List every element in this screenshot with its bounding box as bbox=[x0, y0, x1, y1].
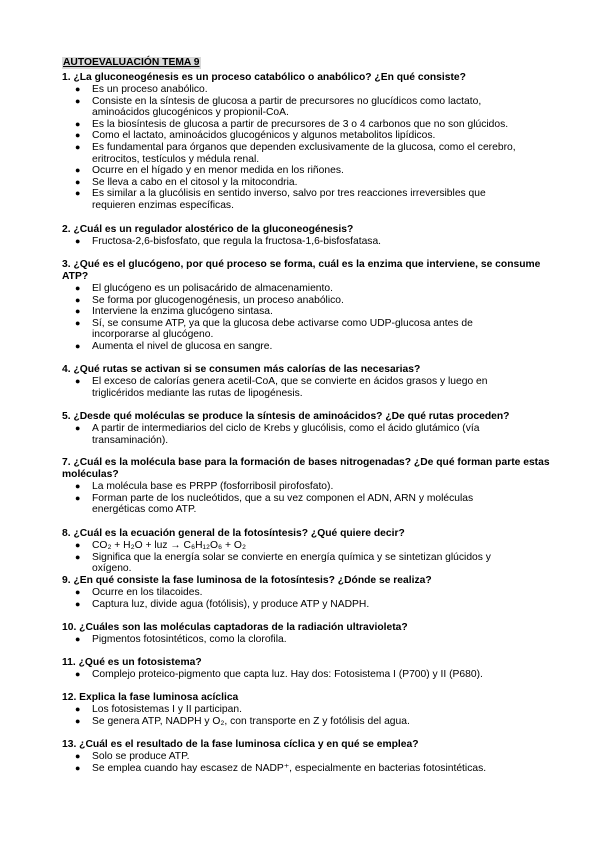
answer-item: ● Como el lactato, aminoácidos glucogénicos y algunos metabolitos lipídicos. bbox=[0, 130, 522, 142]
answer-item: ● El exceso de calorías genera acetil-CoA, que se convierte en ácidos grasos y luego en triglicéridos mediante las rutas de lipogénesis. bbox=[0, 376, 522, 399]
answer-list-10 bbox=[0, 634, 522, 646]
answer-item: ● Fructosa-2,6-bisfosfato, que regula la fructosa-1,6-bisfosfatasa. bbox=[0, 236, 522, 248]
document-title: AUTOEVALUACIÓN TEMA 9 bbox=[63, 57, 200, 68]
question-13: 13. ¿Cuál es el resultado de la fase luminosa cíclica y en qué se emplea? bbox=[62, 739, 419, 750]
answer-item: ● Complejo proteico-pigmento que capta luz. Hay dos: Fotosistema I (P700) y II (P680). bbox=[0, 669, 522, 681]
answer-item: ● Se lleva a cabo en el citosol y la mitocondria. bbox=[0, 177, 522, 189]
answer-item: ● Sí, se consume ATP, ya que la glucosa debe activarse como UDP-glucosa antes de incorporarse al glucógeno. bbox=[0, 318, 522, 341]
question-2: 2. ¿Cuál es un regulador alostérico de la gluconeogénesis? bbox=[62, 224, 354, 235]
answer-item: ● Captura luz, divide agua (fotólisis), y produce ATP y NADPH. bbox=[0, 599, 522, 611]
answer-list-12 bbox=[0, 704, 522, 727]
answer-list-1 bbox=[0, 84, 522, 212]
answer-item: ● Es fundamental para órganos que dependen exclusivamente de la glucosa, como el cerebro, eritrocitos, testículos y médula renal. bbox=[0, 142, 522, 165]
question-4: 4. ¿Qué rutas se activan si se consumen más calorías de las necesarias? bbox=[62, 364, 421, 375]
answer-item: ● Se forma por glucogenogénesis, un proceso anabólico. bbox=[0, 295, 522, 307]
answer-item: ● A partir de intermediarios del ciclo de Krebs y glucólisis, como el ácido glutámico (vía transaminación). bbox=[0, 423, 522, 446]
question-11: 11. ¿Qué es un fotosistema? bbox=[62, 657, 202, 668]
answer-item: ● La molécula base es PRPP (fosforribosil pirofosfato). bbox=[0, 481, 522, 493]
question-12: 12. Explica la fase luminosa acíclica bbox=[62, 692, 239, 703]
answer-item: ● Consiste en la síntesis de glucosa a partir de precursores no glucídicos como lactato, aminoácidos glucogénicos y propionil-CoA. bbox=[0, 96, 522, 119]
answer-list-13 bbox=[0, 751, 522, 774]
answer-item: ● Interviene la enzima glucógeno sintasa. bbox=[0, 306, 522, 318]
answer-list-11 bbox=[0, 669, 522, 681]
answer-item: ● Significa que la energía solar se convierte en energía química y se sintetizan glúcidos y oxígeno. bbox=[0, 552, 522, 575]
question-1: 1. ¿La gluconeogénesis es un proceso catabólico o anabólico? ¿En qué consiste? bbox=[62, 72, 466, 83]
question-3: 3. ¿Qué es el glucógeno, por qué proceso se forma, cuál es la enzima que interviene, se consume ATP? bbox=[62, 259, 541, 282]
answer-item: ● Se genera ATP, NADPH y O₂, con transporte en Z y fotólisis del agua. bbox=[0, 716, 522, 728]
answer-list-9 bbox=[0, 587, 522, 610]
answer-list-5 bbox=[0, 423, 522, 446]
question-10: 10. ¿Cuáles son las moléculas captadoras de la radiación ultravioleta? bbox=[62, 622, 408, 633]
answer-item: ● Pigmentos fotosintéticos, como la clorofila. bbox=[0, 634, 522, 646]
answer-item: ● Forman parte de los nucleótidos, que a su vez componen el ADN, ARN y moléculas energéticas como ATP. bbox=[0, 493, 522, 516]
answer-list-4 bbox=[0, 376, 522, 399]
question-8: 8. ¿Cuál es la ecuación general de la fotosíntesis? ¿Qué quiere decir? bbox=[62, 528, 405, 539]
answer-list-2 bbox=[0, 236, 522, 248]
answer-item: ● Es la biosíntesis de glucosa a partir de precursores de 3 o 4 carbonos que no son glúcidos. bbox=[0, 119, 522, 131]
answer-item: ● Solo se produce ATP. bbox=[0, 751, 522, 763]
answer-item: ● Aumenta el nivel de glucosa en sangre. bbox=[0, 341, 522, 353]
answer-item: ● Ocurre en el hígado y en menor medida en los riñones. bbox=[0, 165, 522, 177]
answer-item: ● Es un proceso anabólico. bbox=[0, 84, 522, 96]
question-7: 7. ¿Cuál es la molécula base para la formación de bases nitrogenadas? ¿De qué forman parte estas moléculas? bbox=[62, 457, 550, 480]
photosynthesis-equation: ● CO₂ + H₂O + luz → C₆H₁₂O₆ + O₂ bbox=[0, 540, 522, 552]
answer-item: ● Es similar a la glucólisis en sentido inverso, salvo por tres reacciones irreversibles que requieren enzimas específicas. bbox=[0, 188, 522, 211]
answer-item: ● Se emplea cuando hay escasez de NADP⁺, especialmente en bacterias fotosintéticas. bbox=[0, 763, 522, 775]
question-5: 5. ¿Desde qué moléculas se produce la síntesis de aminoácidos? ¿De qué rutas proceden? bbox=[62, 411, 510, 422]
answer-list-3 bbox=[0, 283, 522, 353]
answer-item: ● El glucógeno es un polisacárido de almacenamiento. bbox=[0, 283, 522, 295]
answer-list-7 bbox=[0, 481, 522, 516]
question-9: 9. ¿En qué consiste la fase luminosa de la fotosíntesis? ¿Dónde se realiza? bbox=[62, 575, 432, 586]
answer-list-8 bbox=[0, 540, 522, 575]
answer-item: ● Ocurre en los tilacoides. bbox=[0, 587, 522, 599]
answer-item: ● Los fotosistemas I y II participan. bbox=[0, 704, 522, 716]
